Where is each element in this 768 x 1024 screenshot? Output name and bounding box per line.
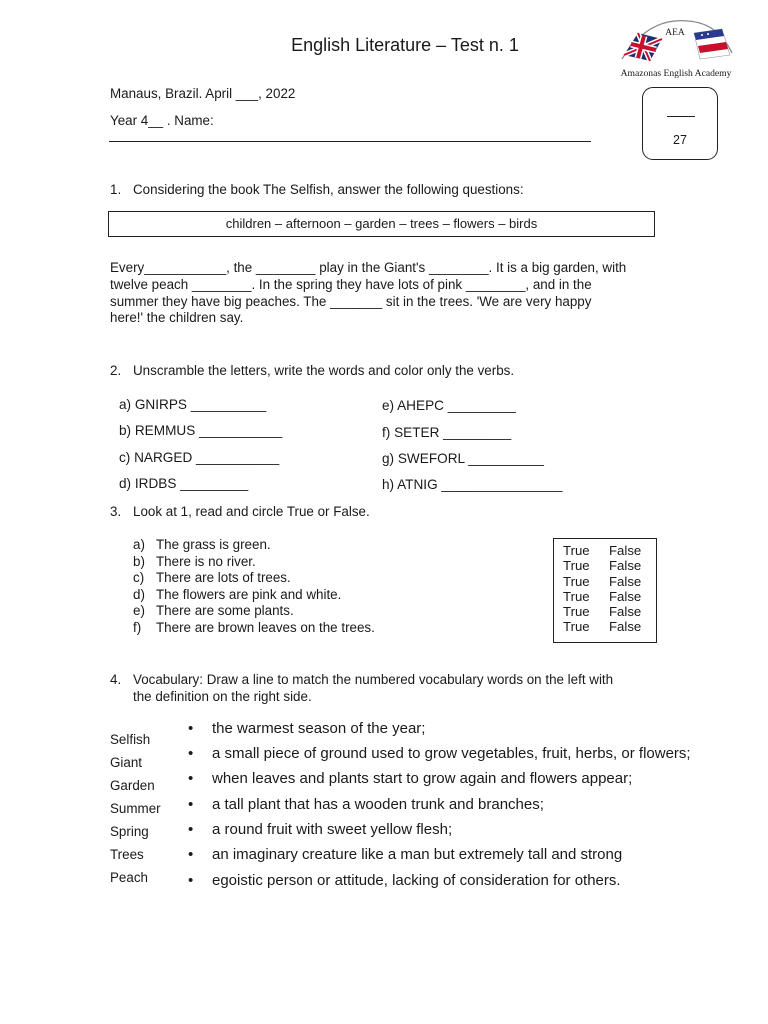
true-false-box [553, 538, 657, 643]
false-option[interactable]: False [609, 543, 642, 558]
definition-item[interactable]: • a tall plant that has a wooden trunk and branches; [188, 796, 544, 813]
bullet-icon: • [188, 846, 194, 863]
tf-row [563, 558, 641, 573]
scramble-item[interactable]: c) NARGED ___________ [119, 450, 280, 465]
scramble-item[interactable]: b) REMMUS ___________ [119, 423, 283, 438]
vocab-word[interactable]: Peach [110, 870, 148, 885]
date-line: Manaus, Brazil. April ___, 2022 [110, 86, 296, 101]
true-option[interactable]: True [563, 588, 590, 604]
word-bank: children – afternoon – garden – trees – flowers – birds [108, 211, 655, 237]
question-number: 1. [110, 182, 122, 197]
name-underline[interactable] [109, 141, 591, 142]
scramble-item[interactable]: e) AHEPC _________ [382, 398, 516, 413]
paragraph-line: twelve peach ________. In the spring they have lots of pink ________, and in the [110, 276, 592, 292]
question-4 [110, 672, 670, 706]
bullet-icon: • [188, 821, 194, 838]
question-1 [110, 182, 670, 200]
question-text: Considering the book The Selfish, answer the following questions: [133, 182, 524, 197]
fill-in-paragraph[interactable] [110, 260, 670, 327]
question-number: 3. [110, 504, 122, 519]
question-text-continued: the definition on the right side. [133, 689, 312, 704]
amazonas-flag-icon [694, 29, 730, 59]
question-number: 4. [110, 672, 122, 687]
name-line: Year 4__ . Name: [110, 113, 214, 128]
false-option[interactable]: False [609, 558, 642, 573]
paragraph-line: summer they have big peaches. The _______ sit in the trees. 'We are very happy [110, 293, 592, 309]
vocab-word[interactable]: Spring [110, 824, 149, 839]
logo-caption: Amazonas English Academy [620, 68, 732, 79]
question-text: Unscramble the letters, write the words and color only the verbs. [133, 363, 515, 378]
bullet-icon: • [188, 745, 194, 762]
tf-row [563, 543, 641, 558]
definition-item[interactable]: • a small piece of ground used to grow vegetables, fruit, herbs, or flowers; [188, 745, 691, 762]
scramble-item[interactable]: d) IRDBS _________ [119, 476, 249, 491]
false-option[interactable]: False [609, 573, 642, 589]
tf-row [563, 589, 641, 604]
uk-flag-icon [624, 33, 662, 61]
definition-item[interactable]: • when leaves and plants start to grow again and flowers appear; [188, 770, 633, 787]
false-option[interactable]: False [609, 604, 642, 619]
question-2 [110, 363, 670, 381]
scramble-item[interactable]: g) SWEFORL __________ [382, 451, 544, 466]
bullet-icon: • [188, 720, 194, 737]
true-option[interactable]: True [563, 619, 590, 634]
tf-row [563, 604, 641, 619]
vocab-word[interactable]: Giant [110, 755, 143, 770]
score-total: 27 [673, 133, 687, 147]
definition-item[interactable]: • an imaginary creature like a man but extremely tall and strong [188, 846, 623, 863]
true-option[interactable]: True [563, 558, 590, 573]
paragraph-line: Every___________, the ________ play in the Giant's ________. It is a big garden, with [110, 260, 627, 275]
tf-row [563, 574, 641, 589]
true-option[interactable]: True [563, 604, 590, 619]
score-blank[interactable] [667, 116, 695, 117]
vocab-word[interactable]: Garden [110, 778, 155, 793]
definition-item[interactable]: • a round fruit with sweet yellow flesh; [188, 821, 453, 838]
vocab-word[interactable]: Summer [110, 801, 161, 816]
bullet-icon: • [188, 796, 194, 813]
scramble-item[interactable]: a) GNIRPS __________ [119, 397, 267, 412]
true-option[interactable]: True [563, 543, 590, 558]
bullet-icon: • [188, 770, 194, 787]
scramble-item[interactable]: h) ATNIG ________________ [382, 477, 563, 492]
false-option[interactable]: False [609, 588, 642, 604]
vocab-word[interactable]: Trees [110, 847, 144, 862]
vocab-word[interactable]: Selfish [110, 732, 151, 747]
score-box [642, 87, 718, 160]
bullet-icon: • [188, 872, 194, 889]
statement-list: a) The grass is green. b) There is no river. c) There are lots of trees. d) The flowers are pink and white. e) There are some plants. f) There are brown leaves on the trees. [133, 537, 375, 635]
definition-item[interactable]: • the warmest season of the year; [188, 720, 426, 737]
scramble-item[interactable]: f) SETER _________ [382, 425, 512, 440]
definition-item[interactable]: • egoistic person or attitude, lacking of consideration for others. [188, 872, 621, 889]
page-title: English Literature – Test n. 1 [291, 35, 519, 55]
svg-text:AEA: AEA [665, 28, 685, 38]
question-3 [110, 504, 670, 522]
question-number: 2. [110, 363, 122, 378]
tf-row [563, 619, 641, 634]
false-option[interactable]: False [609, 619, 642, 634]
question-text: Look at 1, read and circle True or False. [133, 504, 370, 519]
paragraph-line: here!' the children say. [110, 310, 244, 326]
question-text: Vocabulary: Draw a line to match the numbered vocabulary words on the left with [133, 672, 614, 687]
true-option[interactable]: True [563, 573, 590, 589]
